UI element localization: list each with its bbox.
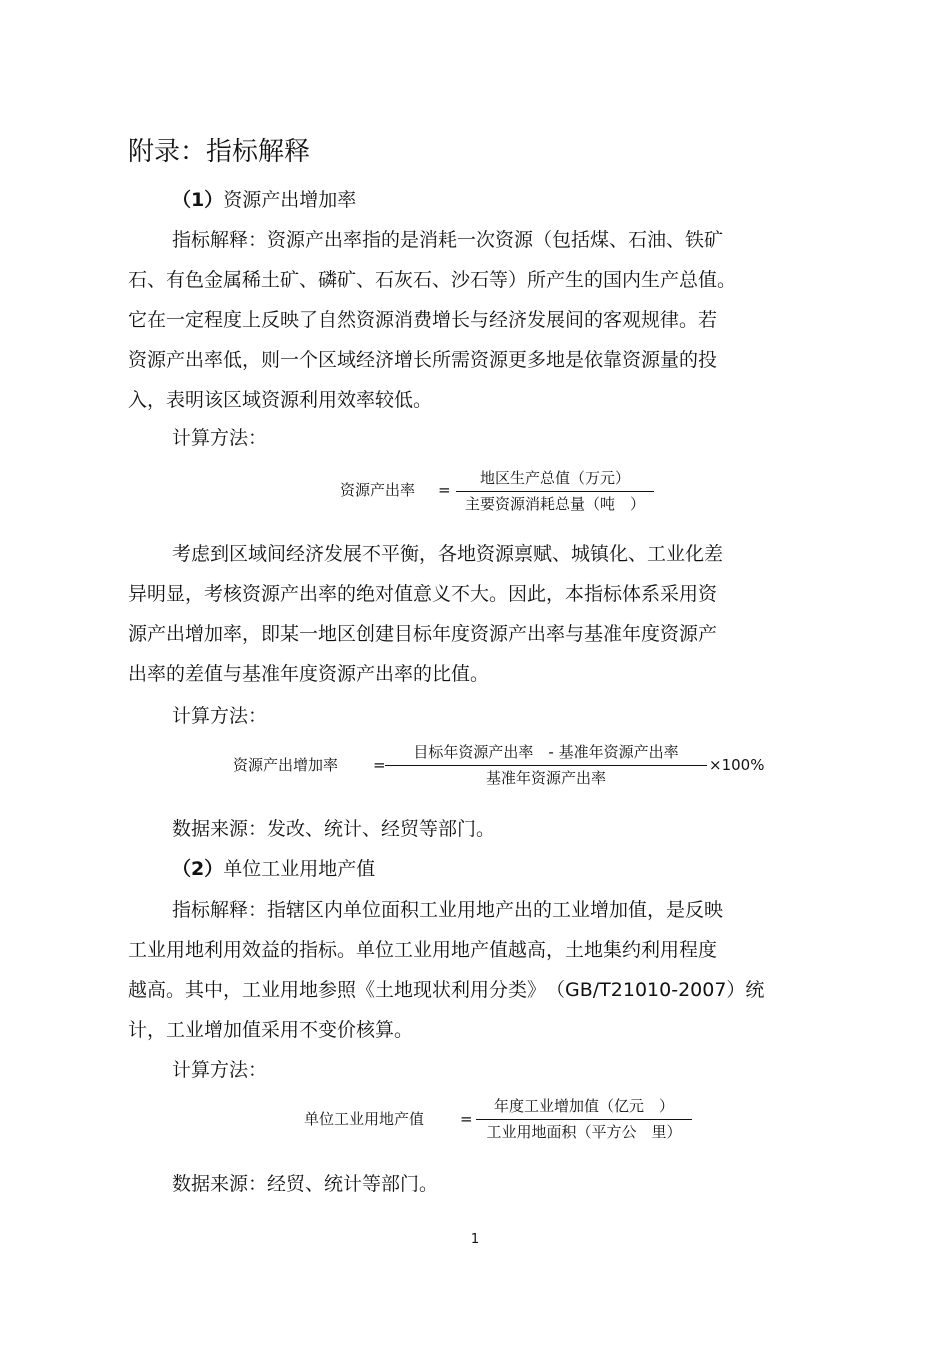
formula-equals: = [460, 1110, 473, 1128]
formula-denominator: 主要资源消耗总量（吨 ） [464, 495, 645, 513]
paragraph-line: 指标解释：资源产出率指的是消耗一次资源（包括煤、石油、铁矿 [172, 229, 724, 251]
formula-numerator: 地区生产总值（万元） [479, 469, 630, 487]
formula-fraction [385, 742, 707, 792]
data-source: 数据来源：发改、统计、经贸等部门。 [172, 818, 496, 840]
paragraph-line: 异明显，考核资源产出率的绝对值意义不大。因此，本指标体系采用资 [128, 583, 718, 605]
method-label: 计算方法： [172, 1059, 268, 1081]
method-label: 计算方法： [172, 427, 268, 449]
paragraph-line: 考虑到区域间经济发展不平衡，各地资源禀赋、城镇化、工业化差 [172, 543, 724, 565]
formula-lhs: 单位工业用地产值 [304, 1110, 425, 1128]
formula-lhs: 资源产出增加率 [233, 756, 339, 774]
section-2-number: （2） [172, 858, 224, 880]
section-2-explanation [128, 890, 788, 1050]
formula-resource-output-rate [340, 468, 660, 518]
formula-numerator: 目标年资源产出率 - 基准年资源产出率 [413, 743, 679, 761]
page-title: 附录：指标解释 [128, 137, 311, 167]
data-source: 数据来源：经贸、统计等部门。 [172, 1173, 439, 1195]
paragraph-line: 它在一定程度上反映了自然资源消费增长与经济发展间的客观规律。若 [128, 309, 718, 331]
paragraph-line: 出率的差值与基准年度资源产出率的比值。 [128, 663, 490, 685]
paragraph-line: 石、有色金属稀土矿、磷矿、石灰石、沙石等）所产生的国内生产总值。 [128, 269, 737, 291]
formula-fraction [456, 468, 654, 518]
formula-equals: = [373, 756, 386, 774]
formula-multiplier: ×100% [709, 756, 765, 774]
formula-lhs: 资源产出率 [340, 481, 416, 499]
paragraph-line: 越高。其中，工业用地参照《土地现状利用分类》 （GB/T21010-2007）统 [128, 979, 765, 1001]
method-label: 计算方法： [172, 705, 268, 727]
paragraph-line: 源产出增加率，即某一地区创建目标年度资源产出率与基准年度资源产 [128, 623, 718, 645]
formula-denominator: 工业用地面积（平方公 里） [486, 1123, 682, 1141]
paragraph-line: 指标解释：指辖区内单位面积工业用地产出的工业增加值，是反映 [172, 899, 724, 921]
paragraph-line: 资源产出率低，则一个区域经济增长所需资源更多地是依靠资源量的投 [128, 349, 718, 371]
formula-equals: = [438, 481, 451, 499]
page-number: 1 [470, 1232, 480, 1247]
fraction-bar [456, 491, 654, 492]
paragraph-line: 计，工业增加值采用不变价核算。 [128, 1019, 414, 1041]
formula-fraction [476, 1096, 692, 1146]
fraction-bar [476, 1119, 692, 1120]
section-2-title: 单位工业用地产值 [223, 858, 376, 880]
paragraph-line: 入，表明该区域资源利用效率较低。 [128, 389, 433, 411]
section-2-heading [172, 855, 375, 883]
formula-numerator: 年度工业增加值（亿元 ） [493, 1097, 674, 1115]
formula-industrial-land-output [304, 1096, 704, 1146]
formula-resource-output-increase-rate [233, 742, 773, 792]
section-1-title: 资源产出增加率 [223, 189, 357, 211]
paragraph-line: 工业用地利用效益的指标。单位工业用地产值越高，土地集约利用程度 [128, 939, 718, 961]
fraction-bar [385, 765, 707, 766]
section-1-heading [172, 186, 356, 214]
section-1-explanation [128, 220, 788, 420]
formula-denominator: 基准年资源产出率 [485, 769, 606, 787]
section-1-number: （1） [172, 189, 224, 211]
section-1-consideration [128, 534, 788, 694]
